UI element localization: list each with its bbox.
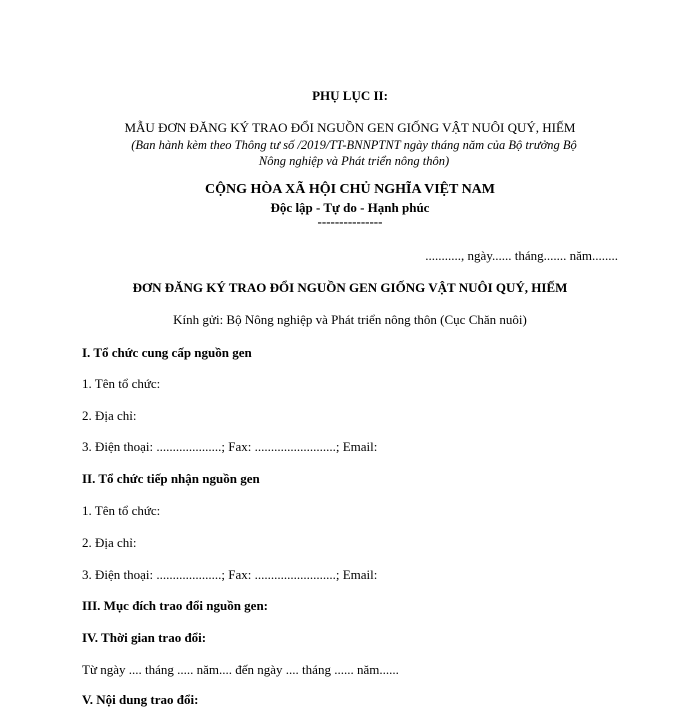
section-1-address: 2. Địa chỉ: xyxy=(82,408,137,423)
recipient-line: Kính gửi: Bộ Nông nghiệp và Phát triển nông thôn (Cục Chăn nuôi) xyxy=(173,312,527,327)
section-1-org-name: 1. Tên tổ chức: xyxy=(82,376,161,391)
section-4-period: Từ ngày .... tháng ..... năm.... đến ngày .... tháng ...... năm...... xyxy=(82,662,399,677)
national-motto: Độc lập - Tự do - Hạnh phúc xyxy=(270,200,430,215)
section-3-heading: III. Mục đích trao đổi nguồn gen: xyxy=(82,598,268,613)
section-4-heading: IV. Thời gian trao đổi: xyxy=(82,630,207,645)
section-2-heading: II. Tổ chức tiếp nhận nguồn gen xyxy=(82,471,260,486)
section-2-address: 2. Địa chỉ: xyxy=(82,535,137,550)
date-line: ..........., ngày...... tháng....... năm........ xyxy=(425,248,618,263)
section-1-heading: I. Tổ chức cung cấp nguồn gen xyxy=(82,345,252,360)
issuance-note-line-1: (Ban hành kèm theo Thông tư số /2019/TT-BNNPTNT ngày tháng năm của Bộ trưởng Bộ xyxy=(131,138,577,152)
national-title: CỘNG HÒA XÃ HỘI CHỦ NGHĨA VIỆT NAM xyxy=(204,182,495,197)
form-heading: ĐƠN ĐĂNG KÝ TRAO ĐỔI NGUỒN GEN GIỐNG VẬT NUÔI QUÝ, HIẾM xyxy=(132,280,568,295)
section-2-org-name: 1. Tên tổ chức: xyxy=(82,503,161,518)
section-1-contact: 3. Điện thoại: ....................; Fax: .........................; Email: xyxy=(82,439,378,454)
appendix-title: PHỤ LỤC II: xyxy=(312,88,388,103)
motto-divider: --------------- xyxy=(317,214,383,229)
section-2-contact: 3. Điện thoại: ....................; Fax: .........................; Email: xyxy=(82,567,378,582)
form-template-title: MẪU ĐƠN ĐĂNG KÝ TRAO ĐỔI NGUỒN GEN GIỐNG VẬT NUÔI QUÝ, HIẾM xyxy=(124,120,576,135)
issuance-note-line-2: Nông nghiệp và Phát triển nông thôn) xyxy=(258,154,450,168)
section-5-heading: V. Nội dung trao đổi: xyxy=(82,692,199,707)
